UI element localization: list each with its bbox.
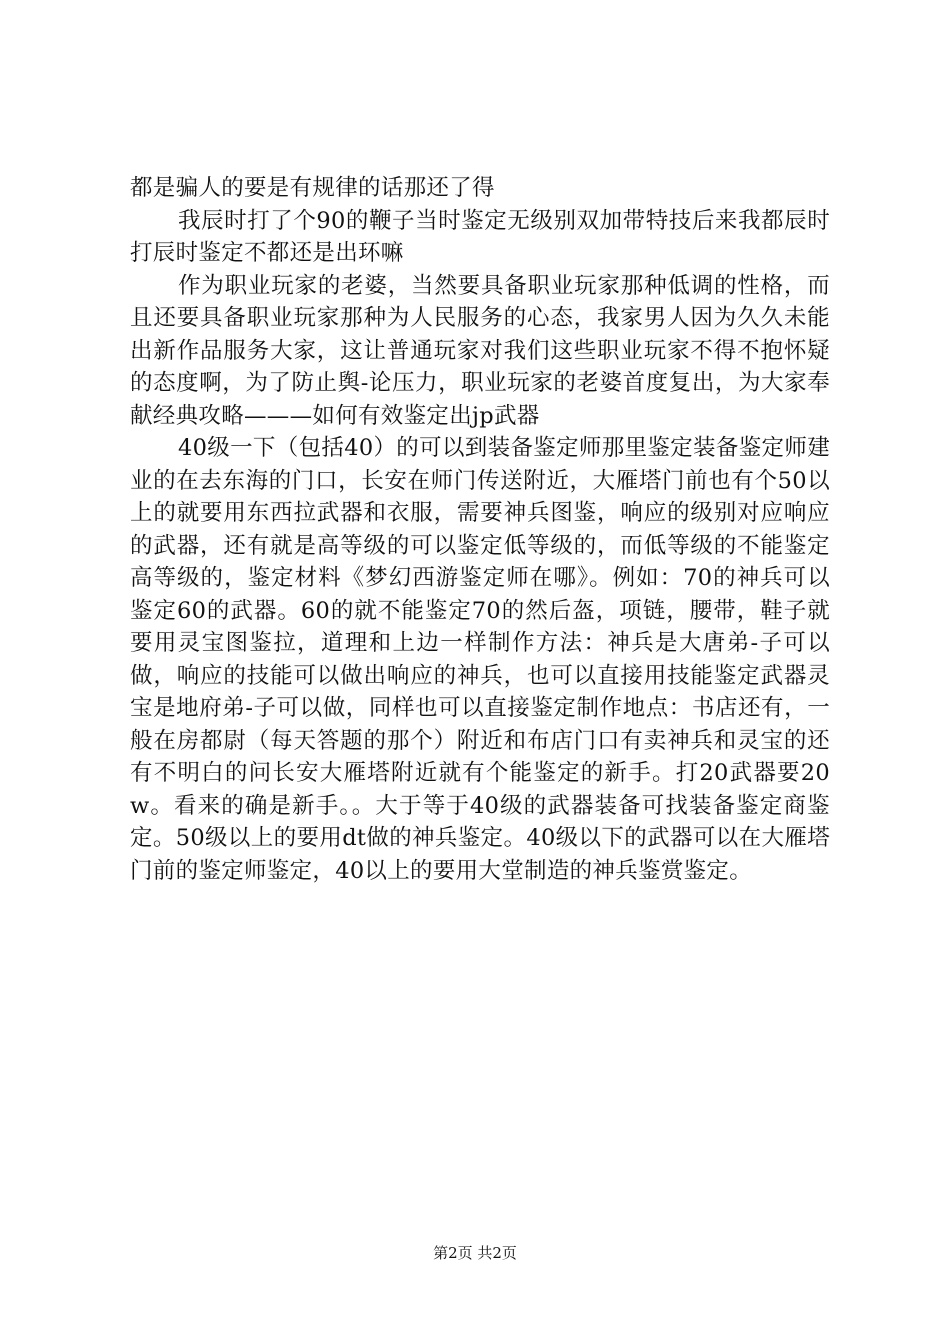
paragraph-1: 都是骗人的要是有规律的话那还了得 (130, 175, 495, 201)
paragraph-2: 我辰时打了个90的鞭子当时鉴定无级别双加带特技后来我都辰时打辰时鉴定不都还是出环嘛 (130, 207, 830, 266)
paragraph-4: 40级一下（包括40）的可以到装备鉴定师那里鉴定装备鉴定师建业的在去东海的门口，长安在师门传送附近，大雁塔门前也有个50以上的就要用东西拉武器和衣服，需要神兵图鉴，响应的级别对应响应的武器，还有就是高等级的可以鉴定低等级的，而低等级的不能鉴定高等级的，鉴定材料《梦幻西游鉴定师在哪》。例如：70的神兵可以鉴定60的武器。60的就不能鉴定70的然后盔，项链，腰带，鞋子就要用灵宝图鉴拉，道理和上边一样制作方法：神兵是大唐弟-子可以做，响应的技能可以做出响应的神兵，也可以直接用技能鉴定武器灵宝是地府弟-子可以做，同样也可以直接鉴定制作地点：书店还有，一般在房都尉（每天答题的那个）附近和布店门口有卖神兵和灵宝的还有不明白的问长安大雁塔附近就有个能鉴定的新手。打20武器要20w。看来的确是新手。。大于等于40级的武器装备可找装备鉴定商鉴定。50级以上的要用dt做的神兵鉴定。40级以下的武器可以在大雁塔门前的鉴定师鉴定，40以上的要用大堂制造的神兵鉴赏鉴定。 (130, 435, 830, 884)
document-body (130, 172, 830, 887)
page-number-footer: 第2页 共2页 (433, 1244, 517, 1262)
paragraph-3: 作为职业玩家的老婆，当然要具备职业玩家那种低调的性格，而且还要具备职业玩家那种为人民服务的心态，我家男人因为久久未能出新作品服务大家，这让普通玩家对我们这些职业玩家不得不抱怀疑的态度啊，为了防止舆-论压力，职业玩家的老婆首度复出，为大家奉献经典攻略———如何有效鉴定出jp武器 (130, 272, 830, 429)
